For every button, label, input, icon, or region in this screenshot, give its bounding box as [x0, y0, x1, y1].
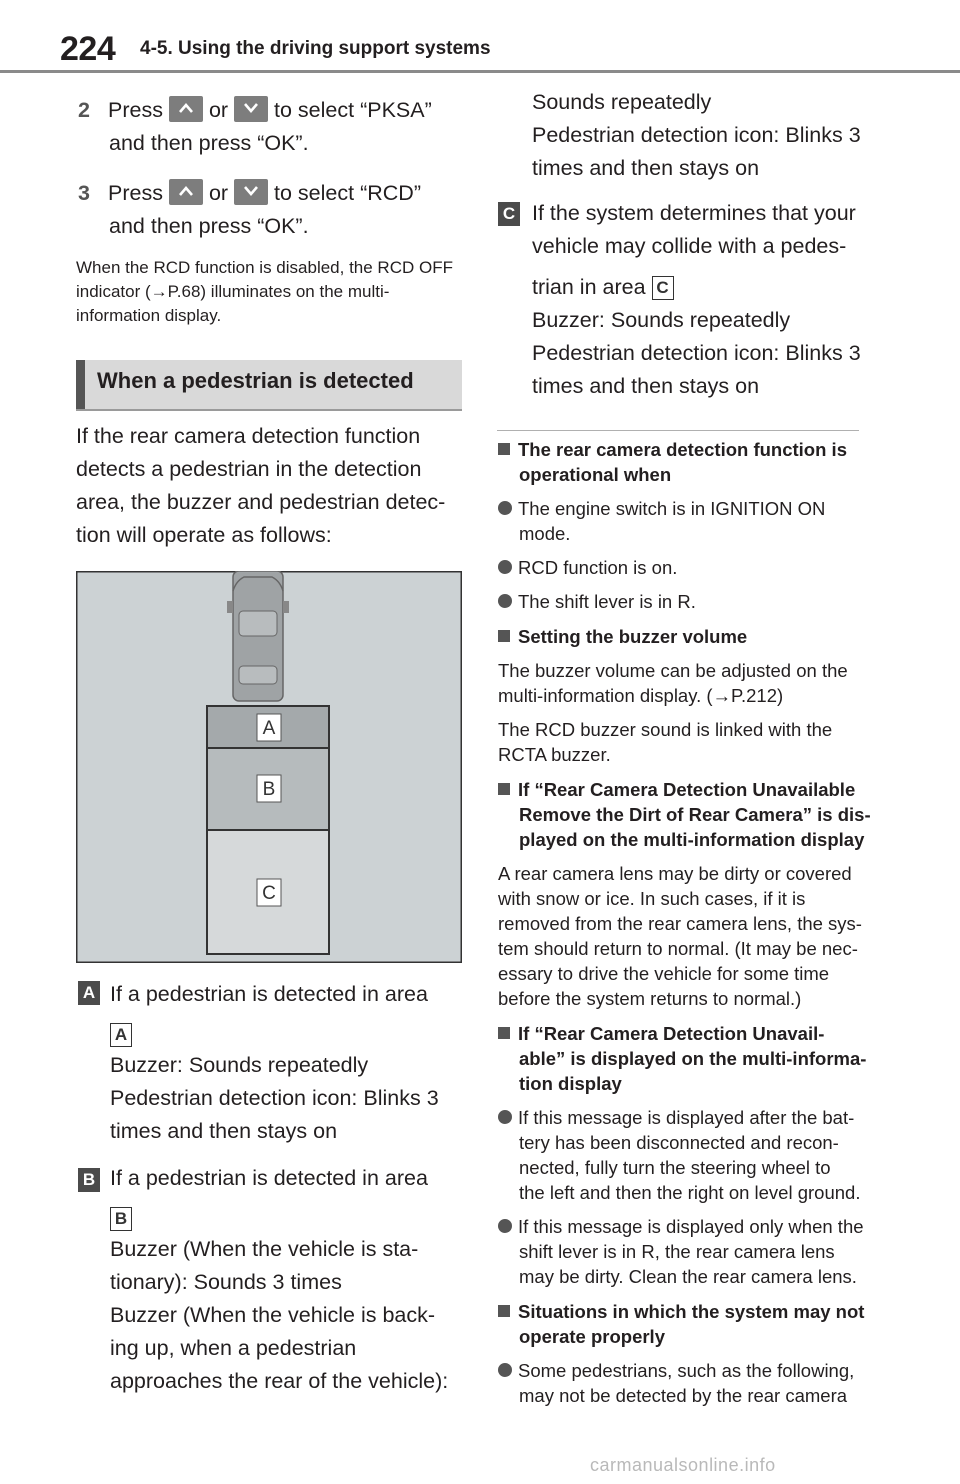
text-line: If this message is displayed after the bat-: [518, 1107, 855, 1128]
text-line: Sounds repeatedly: [532, 90, 712, 114]
round-bullet-icon: [498, 501, 512, 515]
text-line: The RCD buzzer sound is linked with the: [498, 719, 833, 740]
section-heading: [76, 360, 462, 410]
zone-b-label: B: [262, 779, 276, 800]
step-text: to select “PKSA”: [274, 98, 432, 122]
square-bullet-icon: [498, 783, 510, 795]
text-line: Situations in which the system may not: [518, 1301, 865, 1322]
step-text: or: [208, 181, 229, 205]
zone-a-label: A: [262, 718, 276, 739]
situations-title: [498, 1299, 898, 1324]
step-text: or: [208, 98, 229, 122]
text-line: tion will operate as follows:: [76, 523, 332, 547]
text-line: tery has been disconnected and recon-: [519, 1132, 839, 1153]
operational-title: [498, 437, 898, 462]
zone-c-label: C: [262, 883, 276, 904]
step-2: [78, 94, 458, 160]
heading-text: When a pedestrian is detected: [97, 368, 414, 393]
text-line: before the system returns to normal.): [498, 988, 802, 1009]
text-line: able” is displayed on the multi-informa-: [519, 1048, 867, 1069]
text-line: Some pedestrians, such as the following,: [518, 1360, 855, 1381]
round-bullet-icon: [498, 1363, 512, 1377]
vehicle-icon: [227, 571, 289, 701]
text-line: multi-information display. (→P.212): [498, 685, 784, 706]
text-line: If a pedestrian is detected in area: [110, 982, 428, 1006]
bullet-item: [498, 1214, 898, 1239]
text-line: ing up, when a pedestrian: [110, 1336, 357, 1360]
text-line: approaches the rear of the vehicle):: [110, 1369, 449, 1393]
text-line: If “Rear Camera Detection Unavailable: [518, 779, 856, 800]
text-line: A rear camera lens may be dirty or covered: [498, 863, 852, 884]
round-bullet-icon: [498, 594, 512, 608]
text-line: tion display: [519, 1073, 622, 1094]
info-sections: [498, 437, 898, 1408]
bullet-item: [498, 589, 898, 614]
text-line: Setting the buzzer volume: [518, 626, 748, 647]
detection-area-diagram: [76, 571, 462, 963]
down-button-icon: [234, 179, 268, 205]
text-line: played on the multi-information display: [519, 829, 865, 850]
heading-rule: [76, 409, 462, 411]
bullet-item: [498, 555, 898, 580]
area-c-ref: C: [652, 276, 674, 300]
text-line: Pedestrian detection icon: Blinks 3: [110, 1086, 439, 1110]
intro-paragraph: [76, 420, 466, 552]
text-line: If “Rear Camera Detection Unavail-: [518, 1023, 825, 1044]
square-bullet-icon: [498, 443, 510, 455]
text-line: times and then stays on: [110, 1119, 338, 1143]
up-button-icon: [169, 96, 203, 122]
step-text: to select “RCD”: [274, 181, 421, 205]
rcd-off-note: When the RCD function is disabled, the RCD OFF indicator (→P.68) illuminates on the multi-information display.: [76, 258, 453, 325]
item-b-badge: B: [78, 1168, 100, 1192]
text-line: operate properly: [519, 1326, 665, 1347]
header-rule: [0, 70, 960, 73]
text-line: may not be detected by the rear camera: [519, 1385, 848, 1406]
text-line: If the rear camera detection function: [76, 424, 421, 448]
text-line: essary to drive the vehicle for some time: [498, 963, 830, 984]
text-line: If the system determines that your: [532, 201, 856, 225]
area-a-ref: A: [110, 1023, 132, 1047]
text-line: The buzzer volume can be adjusted on the: [498, 660, 848, 681]
text-line: shift lever is in R, the rear camera lens: [519, 1241, 835, 1262]
text-line: The shift lever is in R.: [518, 591, 696, 612]
text-line: detects a pedestrian in the detection: [76, 457, 422, 481]
square-bullet-icon: [498, 1027, 510, 1039]
text-line: Buzzer (When the vehicle is sta-: [110, 1237, 419, 1261]
bullet-item: [498, 1358, 898, 1383]
text-line: may be dirty. Clean the rear camera lens.: [519, 1266, 857, 1287]
text-line: tionary): Sounds 3 times: [110, 1270, 342, 1294]
text-line: with snow or ice. In such cases, if it is: [498, 888, 806, 909]
text-line: removed from the rear camera lens, the sys-: [498, 913, 862, 934]
text-line: Buzzer: Sounds repeatedly: [110, 1053, 369, 1077]
dirt-title: [498, 777, 898, 802]
round-bullet-icon: [498, 1110, 512, 1124]
text-line: mode.: [519, 523, 571, 544]
text-line: If this message is displayed only when the: [518, 1216, 864, 1237]
text-line: times and then stays on: [532, 374, 760, 398]
text-line: operational when: [519, 464, 672, 485]
text-line: nected, fully turn the steering wheel to: [519, 1157, 831, 1178]
text-line: the left and then the right on level ground.: [519, 1182, 861, 1203]
step-text: Press: [108, 98, 163, 122]
text-line: Buzzer: Sounds repeatedly: [532, 308, 791, 332]
step-number: 3: [78, 181, 90, 205]
text-line: vehicle may collide with a pedes-: [532, 234, 847, 258]
square-bullet-icon: [498, 1305, 510, 1317]
item-c: [532, 197, 912, 403]
bullet-item: [498, 496, 898, 521]
unavailable-title: [498, 1021, 898, 1046]
volume-title: [498, 624, 898, 649]
text-line: Remove the Dirt of Rear Camera” is dis-: [519, 804, 871, 825]
text-line: Pedestrian detection icon: Blinks 3: [532, 341, 861, 365]
text-line: times and then stays on: [532, 156, 760, 180]
step-3: [78, 177, 458, 243]
text-line: tem should return to normal. (It may be nec-: [498, 938, 858, 959]
area-b-ref: B: [110, 1207, 132, 1231]
round-bullet-icon: [498, 1219, 512, 1233]
text-line: If a pedestrian is detected in area: [110, 1166, 428, 1190]
item-b: [110, 1162, 470, 1398]
round-bullet-icon: [498, 560, 512, 574]
step-number: 2: [78, 98, 90, 122]
text-line: RCTA buzzer.: [498, 744, 611, 765]
item-a-badge: A: [78, 981, 100, 1005]
step-text: Press: [108, 181, 163, 205]
step-text: and then press “OK”.: [109, 214, 309, 238]
text-line: trian in area: [532, 275, 646, 299]
text-line: Pedestrian detection icon: Blinks 3: [532, 123, 861, 147]
item-c-badge: C: [498, 202, 520, 226]
bullet-item: [498, 1105, 898, 1130]
text-line: area, the buzzer and pedestrian detec-: [76, 490, 446, 514]
item-a: [110, 978, 470, 1148]
down-button-icon: [234, 96, 268, 122]
text-line: RCD function is on.: [518, 557, 678, 578]
item-b-continued: [532, 86, 912, 185]
text-line: The rear camera detection function is: [518, 439, 847, 460]
step-text: and then press “OK”.: [109, 131, 309, 155]
section-title: 4-5. Using the driving support systems: [140, 38, 491, 59]
page-number: 224: [60, 30, 116, 68]
up-button-icon: [169, 179, 203, 205]
watermark: carmanualsonline.info: [590, 1455, 776, 1475]
column-divider: [497, 430, 859, 431]
square-bullet-icon: [498, 630, 510, 642]
text-line: Buzzer (When the vehicle is back-: [110, 1303, 436, 1327]
text-line: The engine switch is in IGNITION ON: [518, 498, 826, 519]
